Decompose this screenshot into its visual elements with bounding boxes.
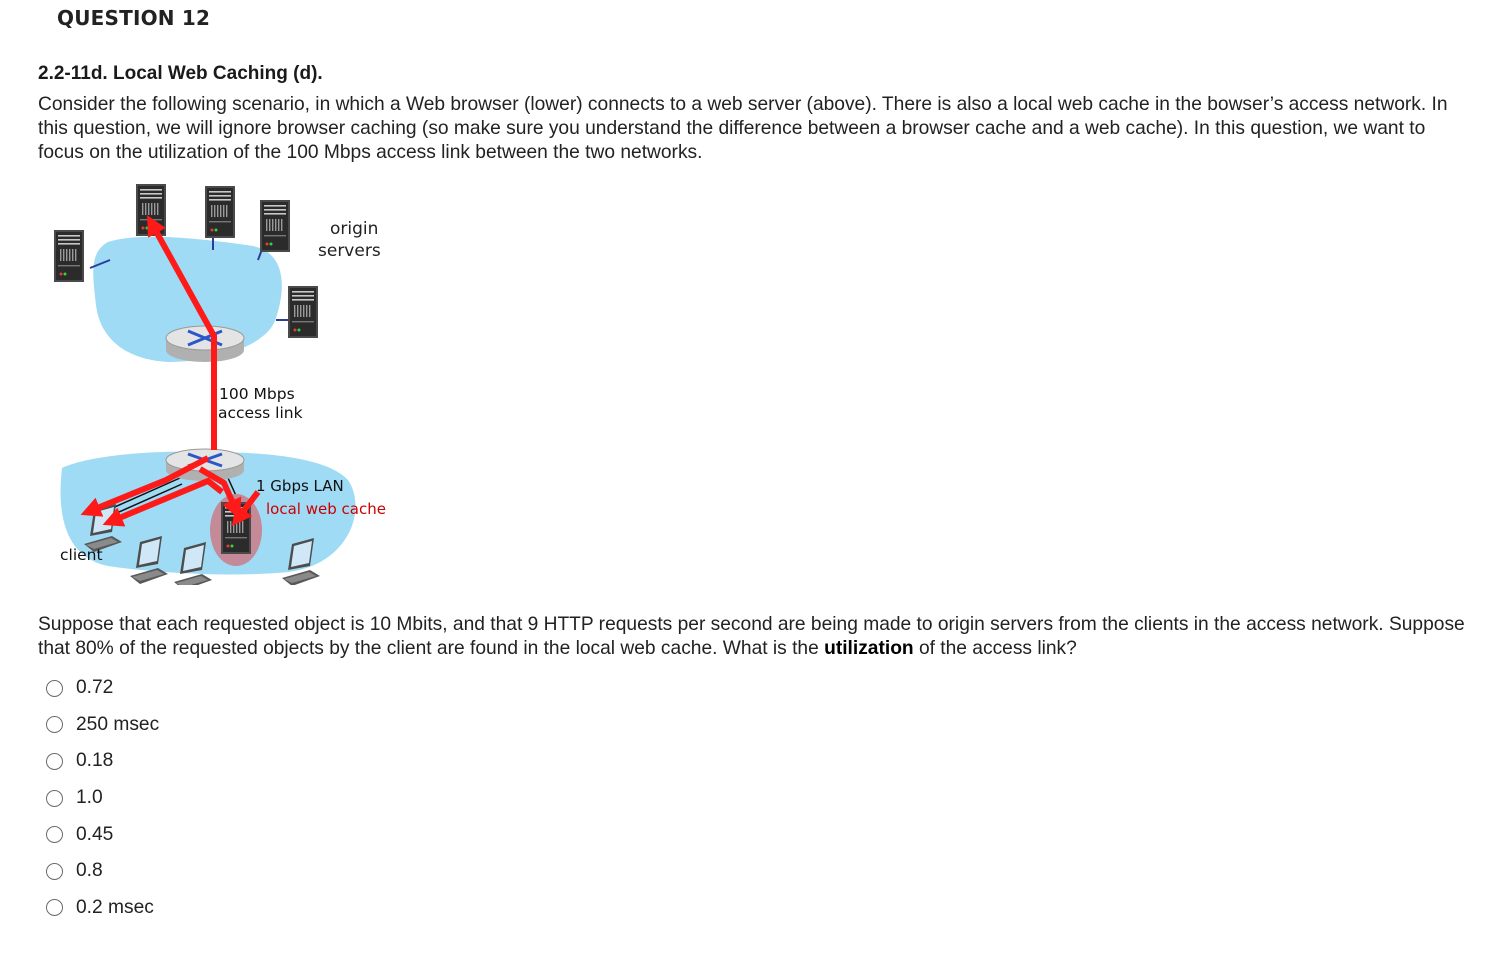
question-intro: Consider the following scenario, in which a Web browser (lower) connects to a web server (above). There is also a local web cache in the bowser’s access network. In this question, we will ignore browser caching (so make sure you understand the difference between a browser cache and a web cache). In this question, we want to focus on the utilization of the 100 Mbps access link between the two networks.	[38, 94, 1448, 163]
question-body-bold: utilization	[824, 638, 914, 659]
answer-option-label: 0.18	[76, 750, 114, 772]
answer-options	[46, 670, 159, 926]
origin-servers-label: origin	[330, 219, 379, 239]
origin-servers-label-line2: servers	[318, 241, 381, 261]
answer-option-label: 0.45	[76, 823, 114, 845]
answer-option-label: 0.72	[76, 677, 114, 699]
question-title: 2.2-11d. Local Web Caching (d).	[38, 63, 323, 84]
origin-server-icon	[260, 200, 290, 252]
access-link-label-line2: access link	[218, 404, 303, 422]
answer-option[interactable]	[46, 780, 159, 817]
network-diagram	[48, 180, 393, 585]
answer-option-label: 1.0	[76, 787, 103, 809]
answer-option[interactable]	[46, 707, 159, 744]
question-body-text: Suppose that each requested object is 10 Mbits, and that 9 HTTP requests per second are being made to origin servers from the clients in the access network. Suppose that 80% of the requested objects by the client are found in the local web cache. What is the	[38, 614, 1465, 659]
access-link-label: 100 Mbps	[219, 385, 295, 403]
answer-option[interactable]	[46, 670, 159, 707]
answer-option[interactable]	[46, 853, 159, 890]
question-header: QUESTION 12	[57, 6, 211, 30]
radio-button[interactable]	[46, 826, 63, 843]
origin-server-icon	[54, 230, 84, 282]
question-body-end: of the access link?	[913, 638, 1077, 659]
origin-server-icon	[205, 186, 235, 238]
radio-button[interactable]	[46, 753, 63, 770]
radio-button[interactable]	[46, 790, 63, 807]
origin-server-icon	[288, 286, 318, 338]
radio-button[interactable]	[46, 863, 63, 880]
answer-option[interactable]	[46, 816, 159, 853]
answer-option[interactable]	[46, 743, 159, 780]
radio-button[interactable]	[46, 680, 63, 697]
radio-button[interactable]	[46, 899, 63, 916]
answer-option-label: 250 msec	[76, 713, 160, 735]
answer-option[interactable]	[46, 890, 159, 927]
lan-label: 1 Gbps LAN	[256, 477, 344, 495]
radio-button[interactable]	[46, 716, 63, 733]
internet-router-icon	[166, 326, 244, 362]
client-label: client	[60, 546, 103, 564]
local-web-cache-label: local web cache	[266, 500, 386, 518]
answer-option-label: 0.8	[76, 860, 103, 882]
question-body	[38, 613, 1478, 661]
answer-option-label: 0.2 msec	[76, 896, 154, 918]
